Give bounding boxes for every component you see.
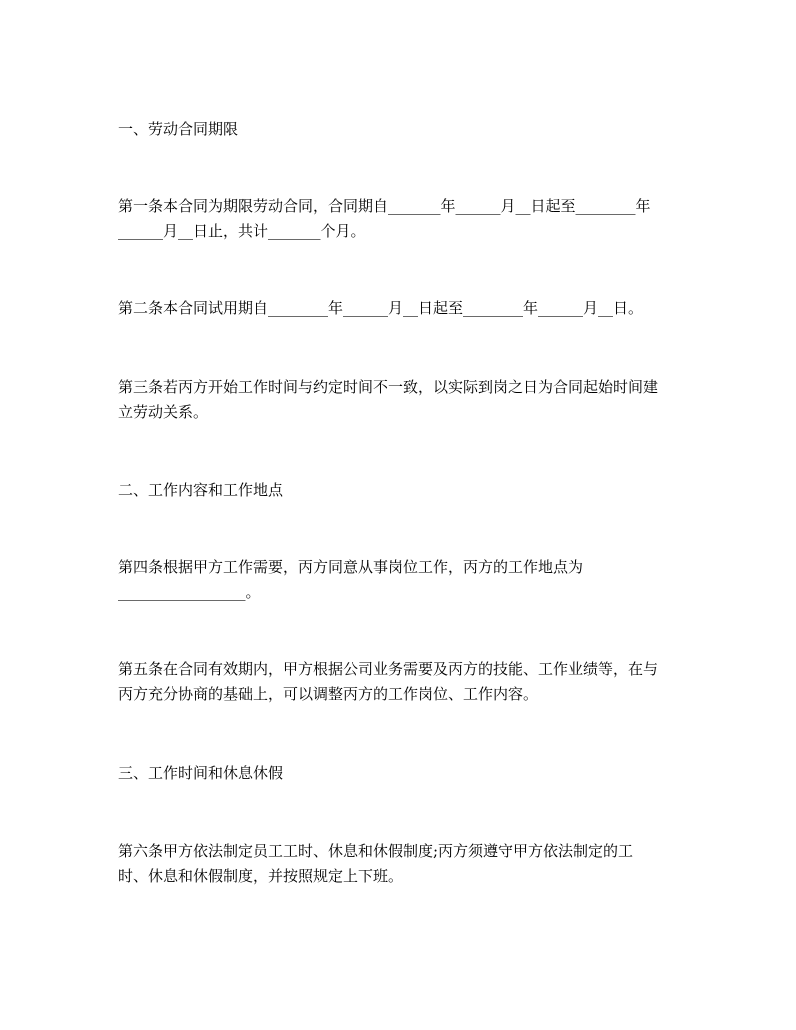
section-1-heading: 一、劳动合同期限	[118, 120, 239, 138]
article-3-line-1: 第三条若丙方开始工作时间与约定时间不一致，以实际到岗之日为合同起始时间建	[118, 378, 659, 396]
article-5-line-1: 第五条在合同有效期内，甲方根据公司业务需要及丙方的技能、工作业绩等，在与	[118, 660, 659, 678]
article-3-line-2: 立劳动关系。	[118, 403, 209, 421]
article-1-line-2: ______月__日止，共计_______个月。	[118, 222, 366, 240]
section-2-heading: 二、工作内容和工作地点	[118, 481, 284, 499]
article-4-line-2: _________________。	[118, 583, 261, 601]
article-4-line-1: 第四条根据甲方工作需要，丙方同意从事岗位工作，丙方的工作地点为	[118, 558, 584, 576]
article-5-line-2: 丙方充分协商的基础上，可以调整丙方的工作岗位、工作内容。	[118, 685, 539, 703]
article-2-line-1: 第二条本合同试用期自________年______月__日起至________年______月__日。	[118, 299, 644, 317]
article-1-line-1: 第一条本合同为期限劳动合同，合同期自_______年______月__日起至________年	[118, 197, 651, 215]
section-3-heading: 三、工作时间和休息休假	[118, 764, 284, 782]
article-6-line-1: 第六条甲方依法制定员工工时、休息和休假制度;丙方须遵守甲方依法制定的工	[118, 842, 634, 860]
article-6-line-2: 时、休息和休假制度，并按照规定上下班。	[118, 867, 404, 885]
